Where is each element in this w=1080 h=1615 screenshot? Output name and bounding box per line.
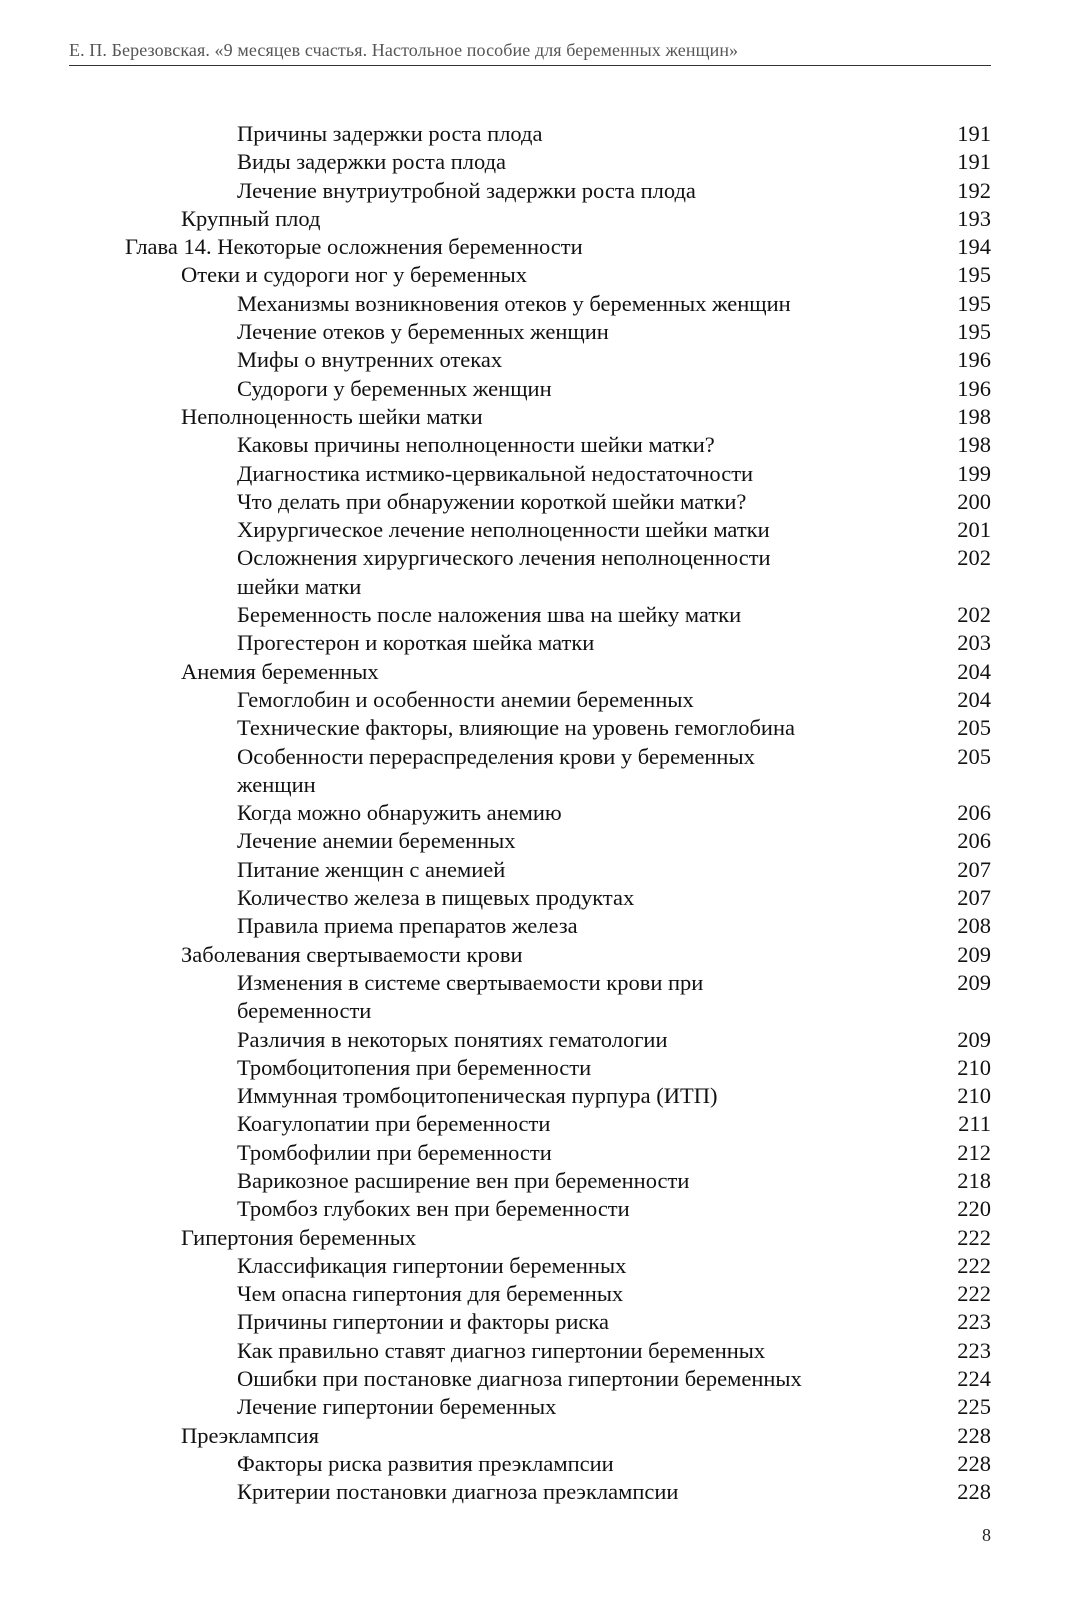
- toc-entry-title: Гипертония беременных: [181, 1224, 417, 1250]
- toc-entry[interactable]: [0, 544, 1080, 601]
- toc-entry[interactable]: [0, 686, 1080, 714]
- toc-entry[interactable]: [0, 148, 1080, 176]
- toc-entry-page: 222: [957, 1252, 991, 1278]
- table-of-contents: [0, 120, 1080, 1507]
- toc-entry-title: Когда можно обнаружить анемию: [237, 800, 562, 826]
- toc-entry-page: 224: [957, 1366, 991, 1392]
- toc-entry[interactable]: [0, 1252, 1080, 1280]
- toc-entry-title: Глава 14. Некоторые осложнения беременности: [125, 234, 583, 260]
- toc-entry-title: Правила приема препаратов железа: [237, 913, 578, 939]
- toc-entry-page: 203: [957, 630, 991, 656]
- toc-entry-page: 202: [957, 545, 991, 571]
- toc-entry-page: 218: [957, 1167, 991, 1193]
- toc-entry-title: Анемия беременных: [181, 658, 379, 684]
- toc-entry-title: Беременность после наложения шва на шейку матки: [237, 602, 742, 628]
- toc-entry-title: Критерии постановки диагноза преэклампсии: [237, 1479, 679, 1505]
- toc-entry[interactable]: [0, 1450, 1080, 1478]
- toc-entry-title: Иммунная тромбоцитопеническая пурпура (ИТП): [237, 1083, 718, 1109]
- toc-entry-title: Технические факторы, влияющие на уровень гемоглобина: [237, 715, 795, 741]
- toc-entry-title: Изменения в системе свертываемости крови при беременности: [237, 969, 704, 1024]
- toc-entry-page: 206: [957, 828, 991, 854]
- toc-entry[interactable]: [0, 1422, 1080, 1450]
- toc-entry-page: 204: [957, 686, 991, 712]
- toc-entry[interactable]: [0, 1139, 1080, 1167]
- toc-entry[interactable]: [0, 431, 1080, 459]
- toc-entry-page: 223: [957, 1309, 991, 1335]
- toc-entry-page: 228: [957, 1422, 991, 1448]
- toc-entry[interactable]: [0, 799, 1080, 827]
- toc-entry-title: Классификация гипертонии беременных: [237, 1252, 627, 1278]
- toc-entry-title: Коагулопатии при беременности: [237, 1111, 551, 1137]
- toc-entry-title: Особенности перераспределения крови у беременных женщин: [237, 743, 755, 797]
- toc-entry-title: Виды задержки роста плода: [237, 149, 507, 175]
- toc-entry-page: 209: [957, 941, 991, 967]
- toc-entry-title: Диагностика истмико-цервикальной недостаточности: [237, 460, 754, 486]
- toc-entry[interactable]: [0, 1308, 1080, 1336]
- toc-entry-title: Чем опасна гипертония для беременных: [237, 1281, 624, 1307]
- toc-entry-title: Заболевания свертываемости крови: [181, 941, 523, 967]
- toc-entry[interactable]: [0, 1082, 1080, 1110]
- toc-entry-title: Тромбоцитопения при беременности: [237, 1054, 592, 1080]
- toc-entry-page: 205: [957, 715, 991, 741]
- toc-entry[interactable]: [0, 375, 1080, 403]
- toc-entry-title: Лечение отеков у беременных женщин: [237, 319, 609, 345]
- toc-entry[interactable]: [0, 177, 1080, 205]
- toc-entry-title: Прогестерон и короткая шейка матки: [237, 630, 595, 656]
- toc-entry[interactable]: [0, 233, 1080, 261]
- toc-entry-page: 209: [957, 1026, 991, 1052]
- toc-entry[interactable]: [0, 601, 1080, 629]
- toc-entry[interactable]: [0, 1224, 1080, 1252]
- toc-entry-title: Лечение внутриутробной задержки роста плода: [237, 177, 696, 203]
- toc-entry-page: 208: [957, 913, 991, 939]
- toc-entry-page: 210: [957, 1054, 991, 1080]
- toc-entry[interactable]: [0, 629, 1080, 657]
- toc-entry-page: 205: [957, 743, 991, 769]
- toc-entry[interactable]: [0, 1167, 1080, 1195]
- toc-entry[interactable]: [0, 1054, 1080, 1082]
- toc-entry-page: 196: [957, 347, 991, 373]
- toc-entry-title: Механизмы возникновения отеков у беременных женщин: [237, 290, 791, 316]
- toc-entry-page: 206: [957, 800, 991, 826]
- toc-entry-title: Неполноценность шейки матки: [181, 403, 483, 429]
- toc-entry-title: Факторы риска развития преэклампсии: [237, 1450, 614, 1476]
- toc-entry-page: 202: [957, 602, 991, 628]
- toc-entry-title: Что делать при обнаружении короткой шейки матки?: [237, 488, 747, 514]
- toc-entry[interactable]: [0, 856, 1080, 884]
- toc-entry-page: 194: [957, 234, 991, 260]
- toc-entry-page: 195: [957, 319, 991, 345]
- toc-entry[interactable]: [0, 1110, 1080, 1138]
- toc-entry-page: 223: [957, 1337, 991, 1363]
- toc-entry-page: 204: [957, 658, 991, 684]
- toc-entry-page: 212: [957, 1139, 991, 1165]
- toc-entry-page: 195: [957, 262, 991, 288]
- toc-entry-page: 201: [957, 517, 991, 543]
- toc-entry-page: 220: [957, 1196, 991, 1222]
- toc-entry-page: 228: [957, 1479, 991, 1505]
- toc-entry-title: Различия в некоторых понятиях гематологии: [237, 1026, 668, 1052]
- toc-entry[interactable]: [0, 488, 1080, 516]
- toc-entry-page: 192: [957, 177, 991, 203]
- toc-entry[interactable]: [0, 290, 1080, 318]
- toc-entry-page: 198: [957, 403, 991, 429]
- toc-entry[interactable]: [0, 1478, 1080, 1506]
- toc-entry[interactable]: [0, 1337, 1080, 1365]
- toc-entry-page: 210: [957, 1083, 991, 1109]
- toc-entry-page: 195: [957, 290, 991, 316]
- toc-entry[interactable]: [0, 1365, 1080, 1393]
- toc-entry[interactable]: [0, 346, 1080, 374]
- toc-entry-page: 193: [957, 205, 991, 231]
- toc-entry[interactable]: [0, 912, 1080, 940]
- toc-entry-title: Тромбоз глубоких вен при беременности: [237, 1196, 630, 1222]
- toc-entry-title: Количество железа в пищевых продуктах: [237, 885, 635, 911]
- toc-entry-title: Питание женщин с анемией: [237, 856, 506, 882]
- toc-entry-page: 199: [957, 460, 991, 486]
- toc-entry-title: Судороги у беременных женщин: [237, 375, 552, 401]
- toc-entry-page: 191: [957, 121, 991, 146]
- toc-entry-page: 196: [957, 375, 991, 401]
- toc-entry[interactable]: [0, 941, 1080, 969]
- toc-entry-title: Причины задержки роста плода: [237, 121, 543, 146]
- toc-entry-page: 200: [957, 488, 991, 514]
- toc-entry[interactable]: [0, 460, 1080, 488]
- toc-entry-title: Лечение гипертонии беременных: [237, 1394, 557, 1420]
- toc-entry-title: Как правильно ставят диагноз гипертонии беременных: [237, 1337, 766, 1363]
- toc-entry[interactable]: [0, 1026, 1080, 1054]
- toc-entry-title: Отеки и судороги ног у беременных: [181, 262, 528, 288]
- toc-entry-title: Варикозное расширение вен при беременности: [237, 1167, 690, 1193]
- toc-entry[interactable]: [0, 261, 1080, 289]
- toc-entry-title: Лечение анемии беременных: [237, 828, 516, 854]
- toc-entry[interactable]: [0, 1393, 1080, 1421]
- toc-entry-page: 222: [957, 1281, 991, 1307]
- toc-entry[interactable]: [0, 1280, 1080, 1308]
- toc-entry-title: Преэклампсия: [181, 1422, 319, 1448]
- toc-entry-page: 222: [957, 1224, 991, 1250]
- toc-entry-page: 191: [957, 149, 991, 175]
- toc-entry-title: Крупный плод: [181, 205, 321, 231]
- toc-entry-page: 211: [958, 1111, 991, 1137]
- toc-entry-title: Мифы о внутренних отеках: [237, 347, 503, 373]
- toc-entry[interactable]: [0, 884, 1080, 912]
- toc-entry[interactable]: [0, 318, 1080, 346]
- running-header: Е. П. Березовская. «9 месяцев счастья. Настольное пособие для беременных женщин»: [69, 40, 739, 60]
- toc-entry-title: Причины гипертонии и факторы риска: [237, 1309, 609, 1335]
- toc-entry-page: 207: [957, 856, 991, 882]
- toc-entry[interactable]: [0, 516, 1080, 544]
- toc-entry-title: Тромбофилии при беременности: [237, 1139, 552, 1165]
- toc-entry[interactable]: [0, 120, 1080, 148]
- toc-entry[interactable]: [0, 827, 1080, 855]
- toc-entry-title: Хирургическое лечение неполноценности шейки матки: [237, 517, 770, 543]
- toc-entry-title: Осложнения хирургического лечения неполноценности шейки матки: [237, 545, 771, 599]
- toc-entry-title: Каковы причины неполноценности шейки матки?: [237, 432, 715, 458]
- toc-entry[interactable]: [0, 403, 1080, 431]
- header-divider: [69, 65, 991, 66]
- page-number: 8: [982, 1525, 991, 1545]
- toc-entry[interactable]: [0, 1195, 1080, 1223]
- toc-entry-page: 198: [957, 432, 991, 458]
- toc-entry-title: Гемоглобин и особенности анемии беременных: [237, 686, 694, 712]
- toc-entry[interactable]: [0, 205, 1080, 233]
- toc-entry-page: 225: [957, 1394, 991, 1420]
- toc-entry[interactable]: [0, 658, 1080, 686]
- toc-entry-page: 209: [957, 969, 991, 995]
- toc-entry-title: Ошибки при постановке диагноза гипертонии беременных: [237, 1366, 802, 1392]
- toc-entry-page: 228: [957, 1450, 991, 1476]
- toc-entry[interactable]: [0, 743, 1080, 800]
- toc-entry[interactable]: [0, 714, 1080, 742]
- toc-entry[interactable]: [0, 969, 1080, 1026]
- toc-entry-page: 207: [957, 885, 991, 911]
